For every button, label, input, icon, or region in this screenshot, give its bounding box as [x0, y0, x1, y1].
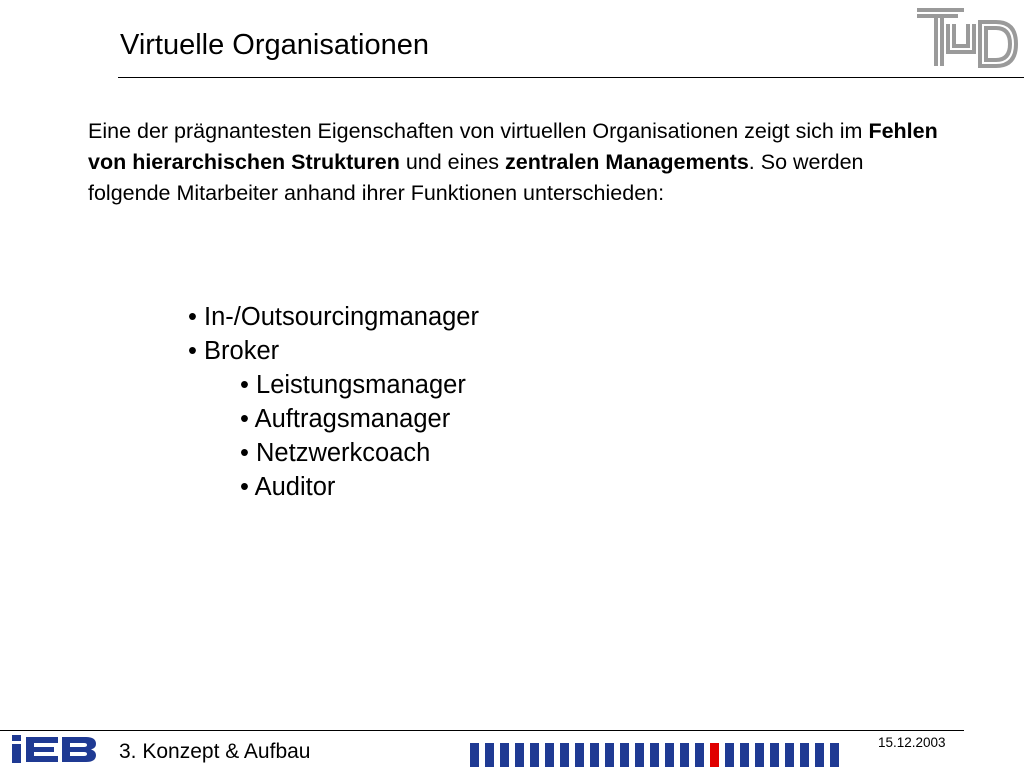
intro-bold-hierarchies: Fehlen von hierarchischen Strukturen [88, 119, 938, 174]
intro-text-3: . So werden folgende Mitarbeiter anhand ihrer Funktionen unterschieden: [88, 150, 864, 205]
progress-segment [530, 743, 539, 767]
progress-segment [590, 743, 599, 767]
footer-section-title: 3. Konzept & Aufbau [119, 740, 311, 763]
role-subitem: • Auditor [240, 473, 336, 501]
progress-segment [665, 743, 674, 767]
slide-progress-bar [470, 743, 839, 767]
progress-segment [815, 743, 824, 767]
progress-segment [830, 743, 839, 767]
progress-segment [680, 743, 689, 767]
progress-segment [695, 743, 704, 767]
intro-text-2: und eines [399, 150, 506, 174]
title-divider [118, 77, 1024, 78]
role-subitem: • Auftragsmanager [240, 405, 451, 433]
progress-segment-current [710, 743, 719, 767]
progress-segment [620, 743, 629, 767]
intro-text-1: Eine der prägnantesten Eigenschaften von virtuellen Organisationen zeigt sich im [88, 119, 869, 143]
progress-segment [605, 743, 614, 767]
role-subitem: • Netzwerkcoach [240, 439, 431, 467]
progress-segment [635, 743, 644, 767]
progress-segment [515, 743, 524, 767]
intro-paragraph [88, 116, 948, 209]
progress-segment [785, 743, 794, 767]
progress-segment [485, 743, 494, 767]
progress-segment [650, 743, 659, 767]
footer-date: 15.12.2003 [878, 735, 946, 750]
footer-divider [0, 730, 964, 731]
progress-segment [560, 743, 569, 767]
role-item: • In-/Outsourcingmanager [188, 303, 479, 331]
role-subitem: • Leistungsmanager [240, 371, 466, 399]
progress-segment [755, 743, 764, 767]
progress-segment [470, 743, 479, 767]
roles-list [188, 300, 479, 504]
role-item: • Broker [188, 337, 280, 365]
progress-segment [545, 743, 554, 767]
progress-segment [500, 743, 509, 767]
progress-segment [725, 743, 734, 767]
progress-segment [575, 743, 584, 767]
ieb-logo [10, 734, 98, 764]
tud-logo [914, 4, 1020, 70]
progress-segment [740, 743, 749, 767]
slide-title: Virtuelle Organisationen [120, 29, 429, 61]
progress-segment [800, 743, 809, 767]
intro-bold-management: zentralen Managements [505, 150, 749, 174]
progress-segment [770, 743, 779, 767]
